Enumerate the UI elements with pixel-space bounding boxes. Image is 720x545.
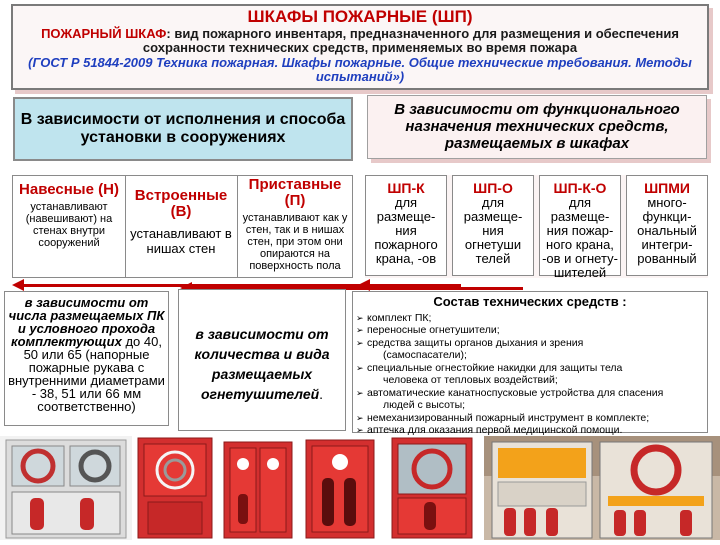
hose-cabinet-info (4, 291, 169, 426)
install-type-wall (13, 176, 125, 277)
equipment-header: Состав технических средств : (433, 294, 627, 309)
install-type-name: Приставные (П) (248, 176, 342, 209)
install-type-floor (238, 176, 352, 277)
installation-types-table (12, 175, 353, 278)
function-types-table (365, 175, 708, 278)
install-type-name: Навесные (Н) (19, 181, 119, 198)
photo-white-cabinet (0, 436, 132, 540)
function-type-desc: для размеще-ния пожар-ного крана, -ов и огнету-шителей (542, 195, 618, 280)
definition (13, 27, 707, 55)
equipment-list (352, 291, 708, 436)
function-type-shp-k (365, 175, 447, 276)
install-type-desc: устанавливают в нишах стен (130, 226, 232, 256)
install-type-desc: устанавливают как у стен, так и в нишах стен, при этом они опираются на поверхность пола (242, 212, 348, 272)
photo-red-cabinet-small (218, 436, 298, 540)
list-item: ➢ немеханизированный пожарный инструмент в комплекте; (357, 412, 703, 425)
definition-text: : вид пожарного инвентаря, предназначенного для размещения и обеспечения сохранности технических средств, применяемых во время пожара (142, 26, 679, 55)
function-type-shpmi (626, 175, 708, 276)
list-item: ➢ аптечка для оказания первой медицинской помощи. (357, 424, 703, 437)
extinguisher-cabinet-info (178, 289, 346, 431)
list-item-continuation: (самоспасатели); (383, 349, 467, 361)
function-type-name: ШП-К (387, 180, 425, 196)
function-type-name: ШПМИ (644, 180, 690, 196)
install-type-built-in (126, 176, 236, 277)
list-item: ➢ автоматические канатноспусковые устройства для спасения (357, 387, 703, 400)
hose-info-bold: в зависимости от числа размещаемых ПК и условного прохода комплектующих (8, 295, 165, 349)
extinguisher-info-end: . (319, 386, 324, 402)
list-item: ➢ комплект ПК; (357, 312, 703, 325)
arrow-left-icon (358, 279, 370, 291)
install-type-desc: устанавливают (навешивают) на стенах внутри сооружений (25, 201, 113, 249)
function-type-shp-k-o (539, 175, 621, 280)
hose-info-plain: до 40, 50 или 65 (напорные пожарные рукава с внутренними диаметрами - 38, 51 или 66 мм соответственно) (8, 334, 165, 414)
arrow-line (366, 284, 461, 287)
photo-red-cabinet-glass (382, 436, 482, 540)
photo-equipment-stand (484, 436, 720, 540)
definition-term: ПОЖАРНЫЙ ШКАФ (41, 26, 167, 41)
list-item: ➢ специальные огнестойкие накидки для защиты тела (357, 362, 703, 375)
extinguisher-info-text: в зависимости от количества и вида размещаемых огнетушителей (194, 326, 330, 402)
install-type-name: Встроенные (В) (134, 187, 228, 220)
header-function: В зависимости от функционального назначения технических средств, размещаемых в шкафах (367, 95, 707, 159)
function-type-desc: для размеще-ния огнетуши телей (463, 195, 523, 266)
function-type-name: ШП-О (473, 180, 513, 196)
page-title: ШКАФЫ ПОЖАРНЫЕ (ШП) (247, 7, 473, 26)
header-installation: В зависимости от исполнения и способа установки в сооружениях (13, 97, 353, 161)
function-type-shp-o (452, 175, 534, 276)
title-panel (11, 4, 709, 90)
photo-red-cabinet-tall (300, 436, 380, 540)
list-item-continuation: человека от тепловых воздействий; (383, 374, 558, 386)
list-item-continuation: людей с высоты; (383, 399, 466, 411)
arrow-left-icon (12, 279, 24, 291)
list-item: ➢ средства защиты органов дыхания и зрения (357, 337, 703, 350)
function-type-desc: для размеще-ния пожарного крана, -ов (374, 195, 438, 266)
gost-reference: (ГОСТ Р 51844-2009 Техника пожарная. Шкафы пожарные. Общие технические требования. Методы испытаний») (28, 55, 692, 84)
function-type-desc: много-функци-ональный интегри-рованный (637, 195, 697, 266)
list-item: ➢ переносные огнетушители; (357, 324, 703, 337)
function-type-name: ШП-К-О (553, 180, 607, 196)
photo-red-hose-cabinet (134, 436, 216, 540)
